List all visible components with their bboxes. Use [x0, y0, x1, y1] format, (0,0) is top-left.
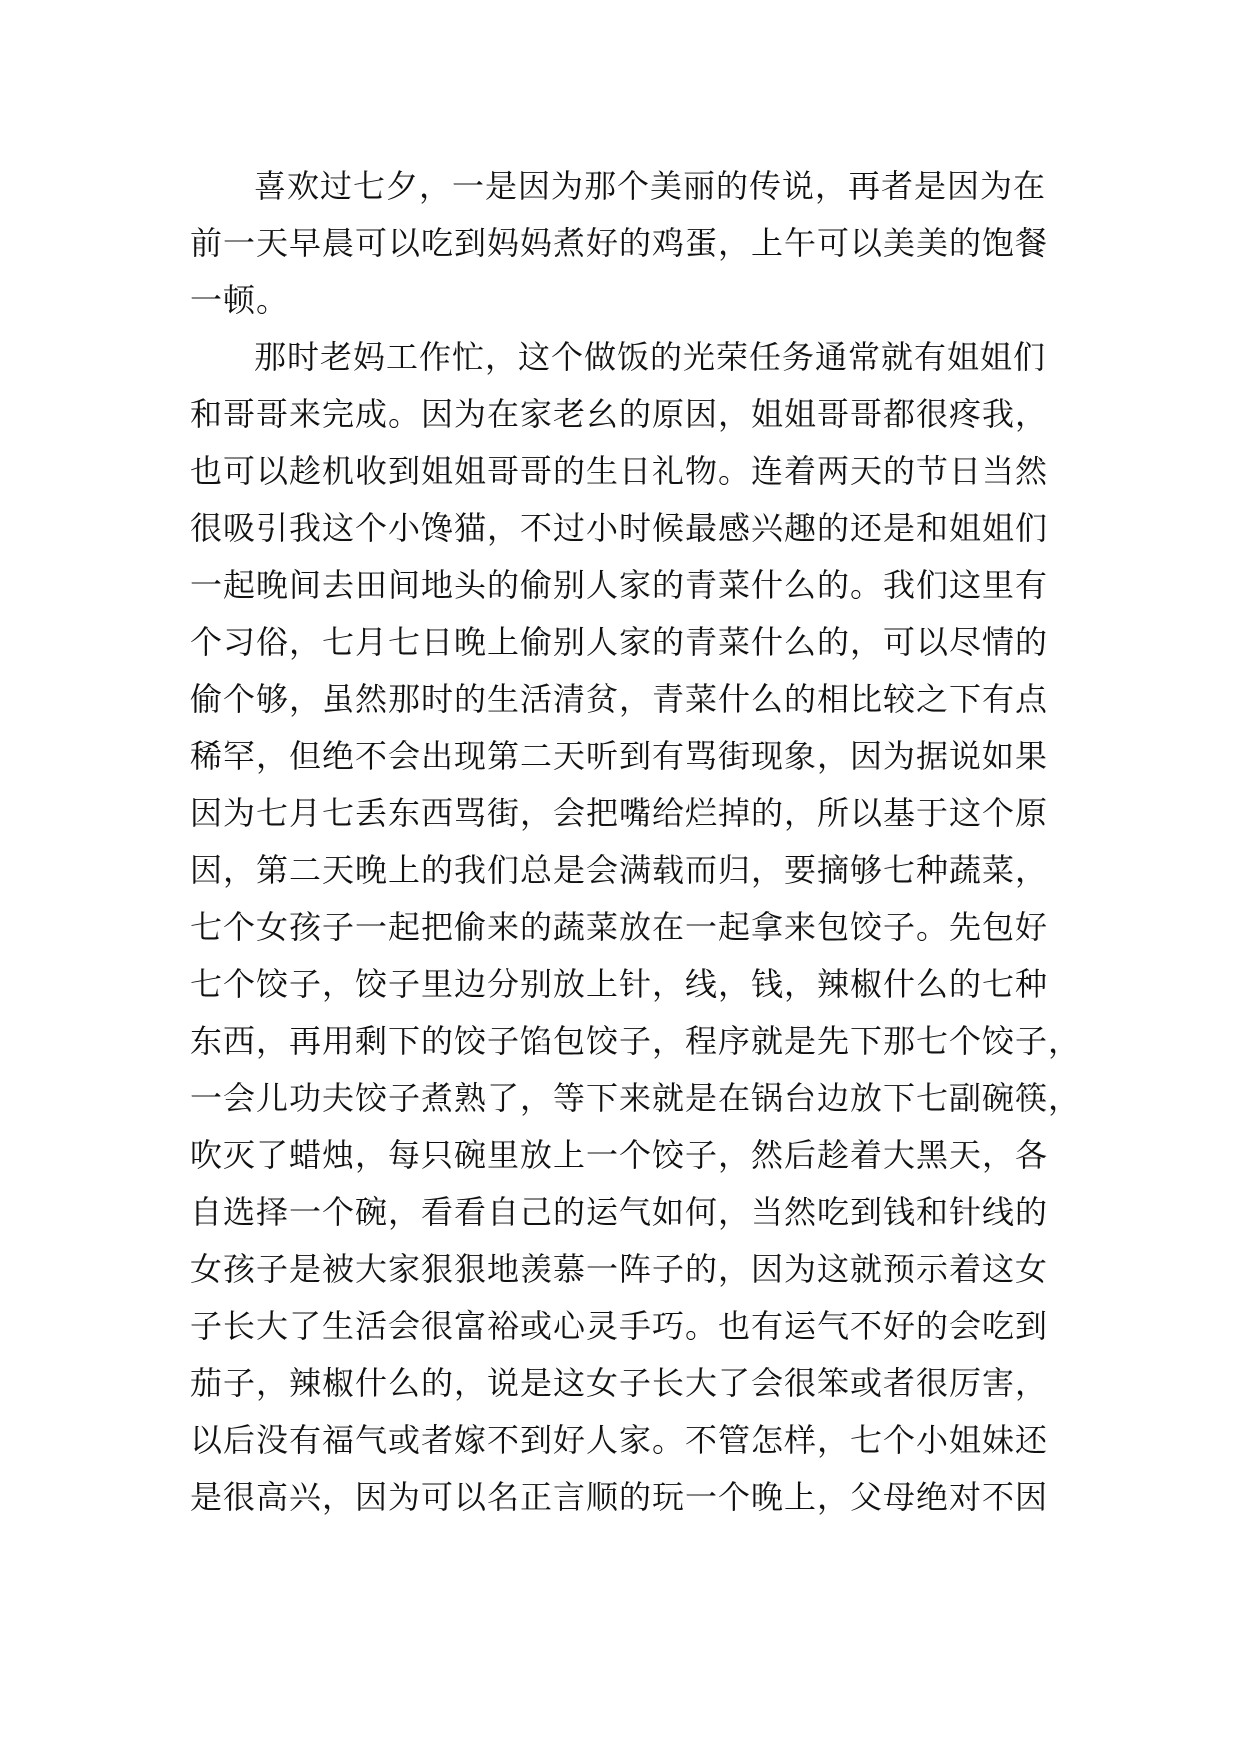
- body-text: [190, 158, 1082, 1526]
- text-line: 个习俗，七月七日晚上偷别人家的青菜什么的，可以尽情的: [190, 623, 1049, 661]
- text-line: 以后没有福气或者嫁不到好人家。不管怎样，七个小姐妹还: [190, 1421, 1049, 1459]
- text-line: 那时老妈工作忙，这个做饭的光荣任务通常就有姐姐们: [254, 338, 1047, 376]
- text-line: 因，第二天晚上的我们总是会满载而归，要摘够七种蔬菜，: [190, 851, 1049, 889]
- text-line: 稀罕，但绝不会出现第二天听到有骂街现象，因为据说如果: [190, 737, 1049, 775]
- text-line: 偷个够，虽然那时的生活清贫，青菜什么的相比较之下有点: [190, 680, 1049, 718]
- text-line: 七个饺子，饺子里边分别放上针，线，钱，辣椒什么的七种: [190, 965, 1049, 1003]
- paragraph-2: [190, 329, 1082, 1526]
- text-line: 是很高兴，因为可以名正言顺的玩一个晚上，父母绝对不因: [190, 1478, 1049, 1516]
- paragraph-1: [190, 158, 1049, 329]
- text-line: 和哥哥来完成。因为在家老幺的原因，姐姐哥哥都很疼我，: [190, 395, 1049, 433]
- text-line: 自选择一个碗，看看自己的运气如何，当然吃到钱和针线的: [190, 1193, 1049, 1231]
- text-line: 东西，再用剩下的饺子馅包饺子，程序就是先下那七个饺子，: [190, 1022, 1082, 1060]
- text-line: 因为七月七丢东西骂街，会把嘴给烂掉的，所以基于这个原: [190, 794, 1049, 832]
- text-line: 一会儿功夫饺子煮熟了，等下来就是在锅台边放下七副碗筷，: [190, 1079, 1082, 1117]
- text-line: 女孩子是被大家狠狠地羡慕一阵子的，因为这就预示着这女: [190, 1250, 1049, 1288]
- text-line: 吹灭了蜡烛，每只碗里放上一个饺子，然后趁着大黑天，各: [190, 1136, 1049, 1174]
- text-line: 很吸引我这个小馋猫，不过小时候最感兴趣的还是和姐姐们: [190, 509, 1049, 547]
- text-line: 七个女孩子一起把偷来的蔬菜放在一起拿来包饺子。先包好: [190, 908, 1049, 946]
- text-line: 喜欢过七夕，一是因为那个美丽的传说，再者是因为在: [254, 167, 1047, 205]
- text-line: 也可以趁机收到姐姐哥哥的生日礼物。连着两天的节日当然: [190, 452, 1049, 490]
- text-line: 一起晚间去田间地头的偷别人家的青菜什么的。我们这里有: [190, 566, 1049, 604]
- text-line: 前一天早晨可以吃到妈妈煮好的鸡蛋，上午可以美美的饱餐: [190, 224, 1049, 262]
- text-line: 一顿。: [190, 281, 290, 319]
- text-line: 子长大了生活会很富裕或心灵手巧。也有运气不好的会吃到: [190, 1307, 1049, 1345]
- text-line: 茄子，辣椒什么的，说是这女子长大了会很笨或者很厉害，: [190, 1364, 1049, 1402]
